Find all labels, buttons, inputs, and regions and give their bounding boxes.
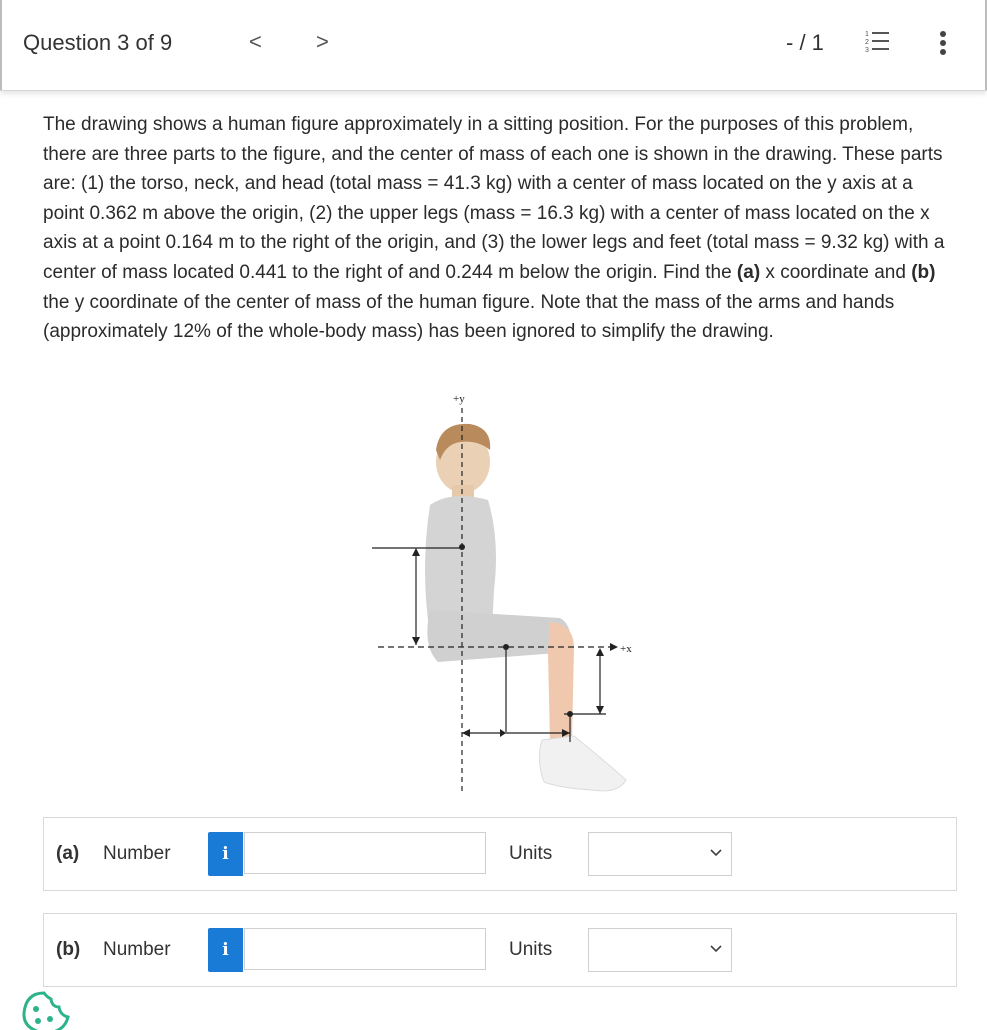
- torso-com-marker: [459, 544, 465, 550]
- part-b-info-button[interactable]: i: [208, 928, 243, 972]
- problem-text-part-2: x coordinate and: [760, 261, 912, 283]
- chevron-down-icon: [709, 845, 723, 859]
- x-dimension-arrow-mid: [500, 729, 506, 737]
- svg-text:3: 3: [865, 47, 869, 54]
- answer-row-b: [43, 913, 957, 987]
- y-axis-label: +y: [453, 393, 465, 405]
- problem-text-part-1: The drawing shows a human figure approximately in a sitting position. For the purposes of this problem, there are three parts to the figure, and the center of mass of each one is shown in the drawing. These parts are: (1) the torso, neck, and head (total mass = 41.3 kg) with a center of mass located on the y axis at a point 0.362 m above the origin, (2) the upper legs (mass = 16.3 kg) with a center of mass located on the x axis at a point 0.164 m to the right of the origin, and (3) the lower legs and feet (total mass = 9.32 kg) with a center of mass located 0.441 to the right of and 0.244 m below the origin. Find the: [43, 114, 945, 283]
- problem-part-b-marker: (b): [911, 261, 936, 283]
- lower-legs-y-arrow-up: [596, 648, 604, 656]
- x-axis-label: +x: [620, 643, 632, 655]
- part-a-units-label: Units: [509, 843, 553, 864]
- x-axis-arrowhead: [610, 643, 618, 651]
- cookie-settings-icon[interactable]: [14, 985, 74, 1030]
- torso-dimension-arrow-down: [412, 637, 420, 645]
- part-b-number-input[interactable]: [244, 928, 486, 970]
- numbered-list-icon[interactable]: [864, 28, 890, 56]
- previous-question-button[interactable]: <: [249, 29, 262, 54]
- part-b-units-dropdown[interactable]: [588, 928, 732, 972]
- question-score: - / 1: [786, 30, 824, 55]
- next-question-button[interactable]: >: [316, 29, 329, 54]
- part-a-units-dropdown[interactable]: [588, 832, 732, 876]
- svg-text:1: 1: [865, 31, 869, 38]
- figure-shoe: [539, 736, 626, 791]
- problem-part-a-marker: (a): [736, 261, 761, 283]
- vertical-ellipsis-icon[interactable]: [938, 29, 948, 57]
- part-b-label: (b): [56, 939, 81, 960]
- part-b-number-label: Number: [103, 939, 171, 960]
- part-b-units-label: Units: [509, 939, 553, 960]
- problem-statement: [43, 110, 958, 347]
- chevron-down-icon: [709, 941, 723, 955]
- part-a-label: (a): [56, 843, 80, 864]
- x-dimension-arrow-left: [462, 729, 470, 737]
- part-a-number-input[interactable]: [244, 832, 486, 874]
- part-a-number-label: Number: [103, 843, 171, 864]
- torso-dimension-arrow-up: [412, 548, 420, 556]
- problem-text-part-3: the y coordinate of the center of mass of the human figure. Note that the mass of the arms and hands (approximately 12% of the whole-body mass) has been ignored to simplify the drawing.: [43, 291, 895, 343]
- question-header: [0, 0, 987, 91]
- svg-text:2: 2: [865, 39, 869, 46]
- part-a-info-button[interactable]: i: [208, 832, 243, 876]
- sitting-figure-diagram: [360, 390, 640, 800]
- answer-row-a: [43, 817, 957, 891]
- header-left-border: [0, 0, 2, 90]
- lower-legs-y-arrow-down: [596, 706, 604, 714]
- question-counter: Question 3 of 9: [23, 30, 173, 55]
